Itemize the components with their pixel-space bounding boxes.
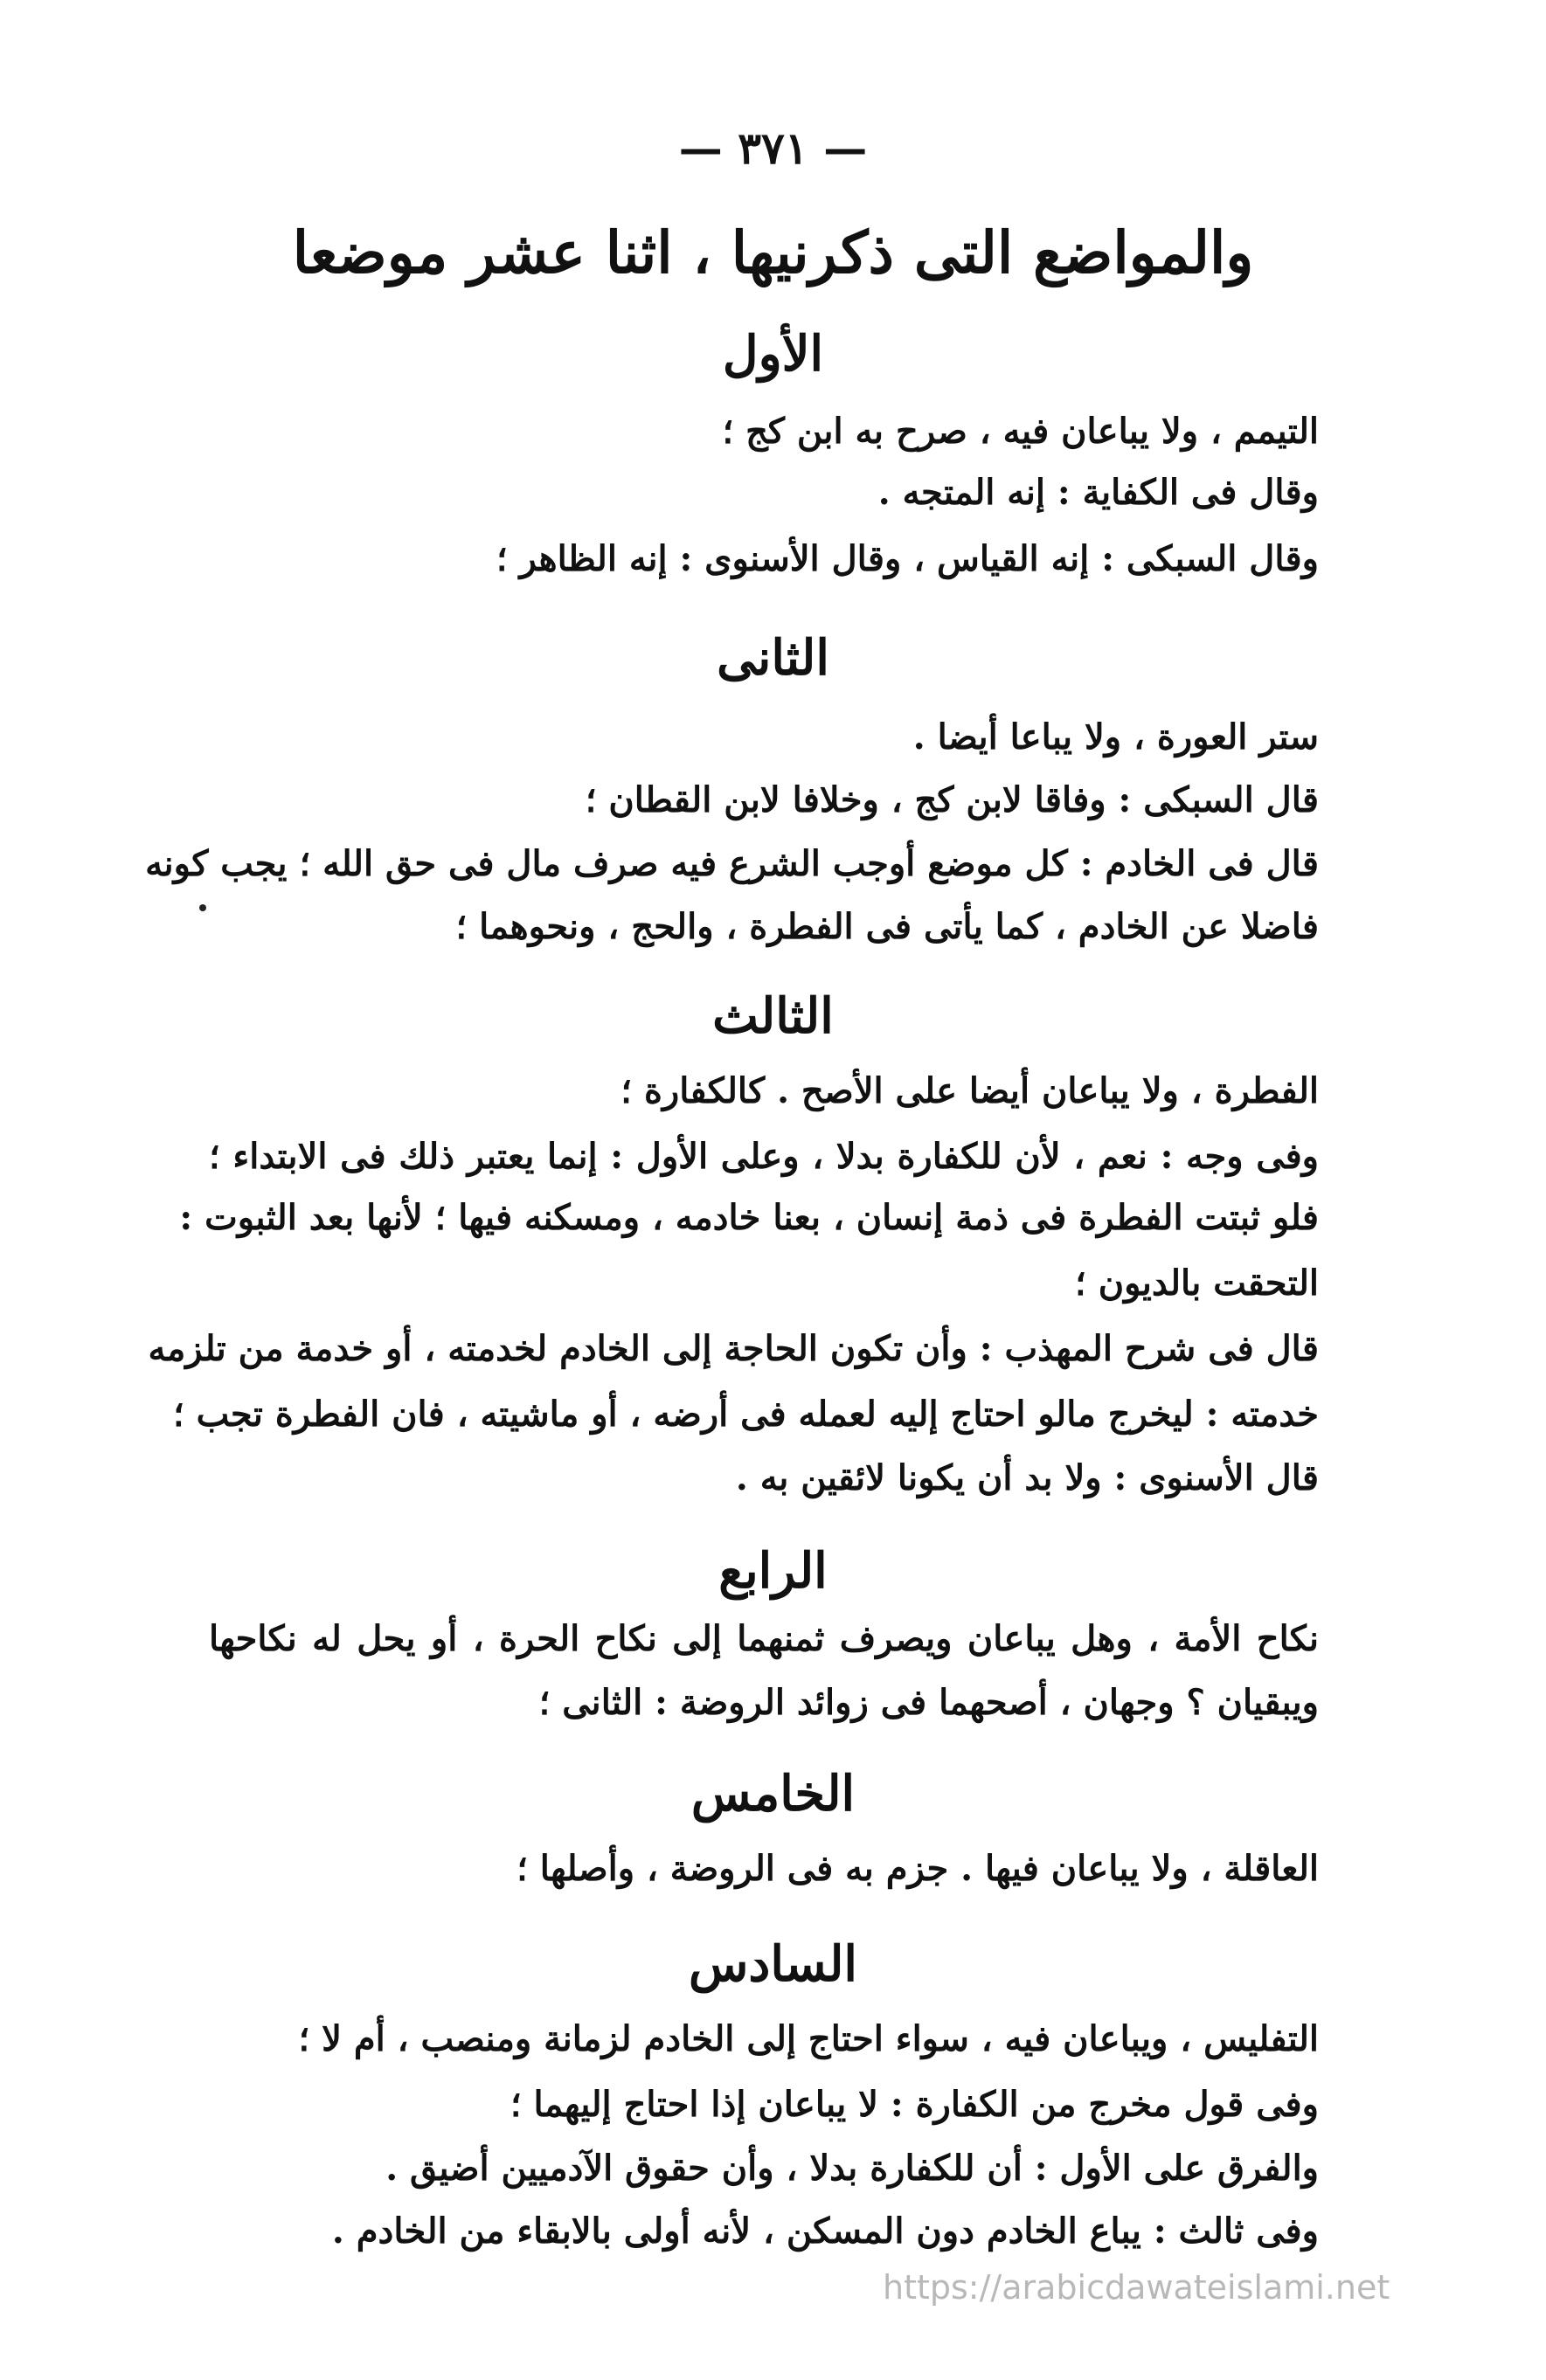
section-heading-fifth: الخامس: [690, 1765, 856, 1823]
section-heading-first: الأول: [722, 325, 824, 383]
website-watermark: https://arabicdawateislami.net: [883, 2268, 1390, 2307]
ink-speck: [199, 904, 206, 911]
text-line: التيمم ، ولا يباعان فيه ، صرح به ابن كج ؛: [722, 411, 1319, 452]
section-heading-sixth: السادس: [689, 1935, 857, 1993]
section-heading-second: الثانى: [717, 629, 829, 687]
text-line: والفرق على الأول : أن للكفارة بدلا ، وأن حقوق الآدميين أضيق .: [385, 2148, 1319, 2189]
text-line: قال فى شرح المهذب : وأن تكون الحاجة إلى الخادم لخدمته ، أو خدمة من تلزمه: [148, 1328, 1319, 1369]
page-number: — ٣٧١ —: [678, 122, 868, 174]
text-line: التفليس ، ويباعان فيه ، سواء احتاج إلى الخادم لزمانة ومنصب ، أم لا ؛: [298, 2018, 1319, 2059]
text-line: فلو ثبتت الفطرة فى ذمة إنسان ، بعنا خادمه ، ومسكنه فيها ؛ لأنها بعد الثبوت :: [179, 1197, 1319, 1238]
text-line: وقال فى الكفاية : إنه المتجه .: [877, 472, 1319, 513]
text-line: خدمته : ليخرج مالو احتاج إليه لعمله فى أرضه ، أو ماشيته ، فان الفطرة تجب ؛: [173, 1394, 1319, 1435]
text-line: وقال السبكى : إنه القياس ، وقال الأسنوى : إنه الظاهر ؛: [496, 538, 1319, 579]
text-line: ويبقيان ؟ وجهان ، أصحهما فى زوائد الروضة : الثانى ؛: [538, 1682, 1319, 1723]
text-line: وفى وجه : نعم ، لأن للكفارة بدلا ، وعلى الأول : إنما يعتبر ذلك فى الابتداء ؛: [209, 1136, 1319, 1177]
text-line: العاقلة ، ولا يباعان فيها . جزم به فى الروضة ، وأصلها ؛: [516, 1848, 1319, 1889]
main-heading: والمواضع التى ذكرنيها ، اثنا عشر موضعا: [292, 218, 1254, 287]
text-line: وفى قول مخرج من الكفارة : لا يباعان إذا احتاج إليهما ؛: [510, 2084, 1319, 2125]
text-line: التحقت بالديون ؛: [1075, 1263, 1319, 1304]
text-line: نكاح الأمة ، وهل يباعان ويصرف ثمنهما إلى نكاح الحرة ، أو يحل له نكاحها: [209, 1618, 1319, 1659]
section-heading-third: الثالث: [712, 987, 834, 1045]
section-heading-fourth: الرابع: [718, 1542, 828, 1600]
text-line: فاضلا عن الخادم ، كما يأتى فى الفطرة ، والحج ، ونحوهما ؛: [455, 906, 1319, 947]
text-line: ستر العورة ، ولا يباعا أيضا .: [912, 716, 1319, 758]
text-line: قال فى الخادم : كل موضع أوجب الشرع فيه صرف مال فى حق الله ؛ يجب كونه: [145, 843, 1319, 884]
text-line: قال السبكى : وفاقا لابن كج ، وخلافا لابن القطان ؛: [585, 779, 1319, 820]
text-line: قال الأسنوى : ولا بد أن يكونا لائقين به .: [735, 1457, 1319, 1498]
text-line: الفطرة ، ولا يباعان أيضا على الأصح . كالكفارة ؛: [620, 1070, 1319, 1111]
text-line: وفى ثالث : يباع الخادم دون المسكن ، لأنه أولى بالابقاء من الخادم .: [331, 2210, 1319, 2252]
